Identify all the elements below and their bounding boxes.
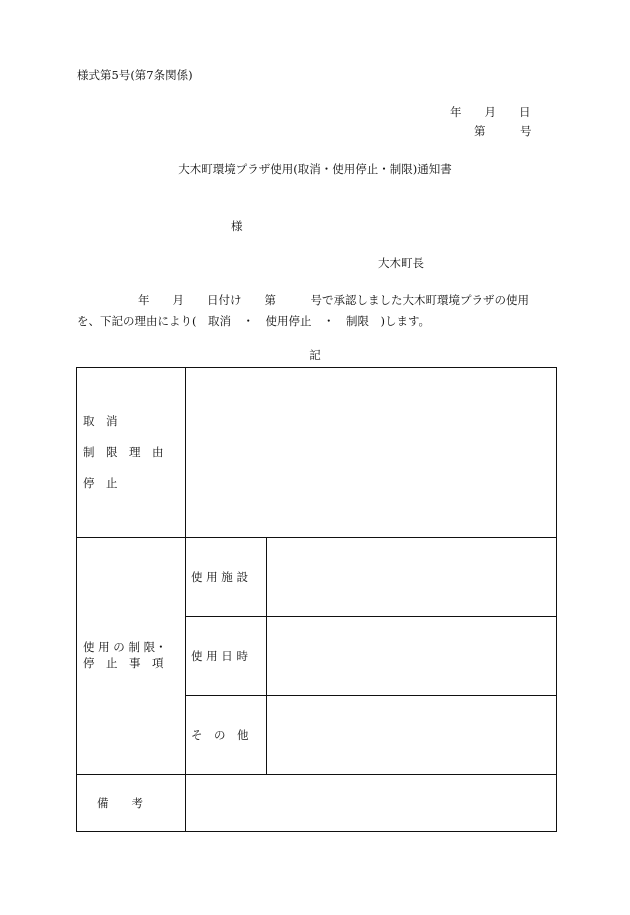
reason-label-restriction-reason: 制 限 理 由: [83, 445, 164, 459]
date-line: 年 月 日: [450, 105, 531, 119]
body-text-line-1: 年 月 日付け 第 号で承認しました大木町環境プラザの使用: [138, 293, 529, 307]
table-divider: [266, 537, 267, 774]
table-divider: [185, 695, 556, 696]
body-text-line-2: を、下記の理由により( 取消 ・ 使用停止 ・ 制限 )します。: [77, 314, 431, 328]
table-divider: [185, 368, 186, 831]
ki-heading: 記: [309, 348, 321, 362]
table-divider: [77, 774, 556, 775]
table-divider: [77, 537, 556, 538]
datetime-label: 使 用 日 時: [191, 649, 248, 663]
document-title: 大木町環境プラザ使用(取消・使用停止・制限)通知書: [178, 162, 452, 176]
table-divider: [185, 616, 556, 617]
addressee-honorific: 様: [231, 219, 243, 233]
other-label: そ の 他: [191, 728, 249, 742]
reason-label-suspension: 停 止: [83, 476, 118, 490]
remarks-label: 備 考: [97, 796, 143, 810]
notice-table: [76, 367, 557, 832]
restriction-label-line-2: 停 止 事 項: [83, 656, 164, 670]
facility-label: 使 用 施 設: [191, 570, 248, 584]
restriction-label-line-1: 使 用 の 制 限・: [83, 640, 167, 654]
issuer-name: 大木町長: [378, 256, 424, 270]
reason-label-cancel: 取 消: [83, 414, 118, 428]
document-number-line: 第 号: [474, 124, 532, 138]
form-number: 様式第5号(第7条関係): [77, 68, 193, 82]
